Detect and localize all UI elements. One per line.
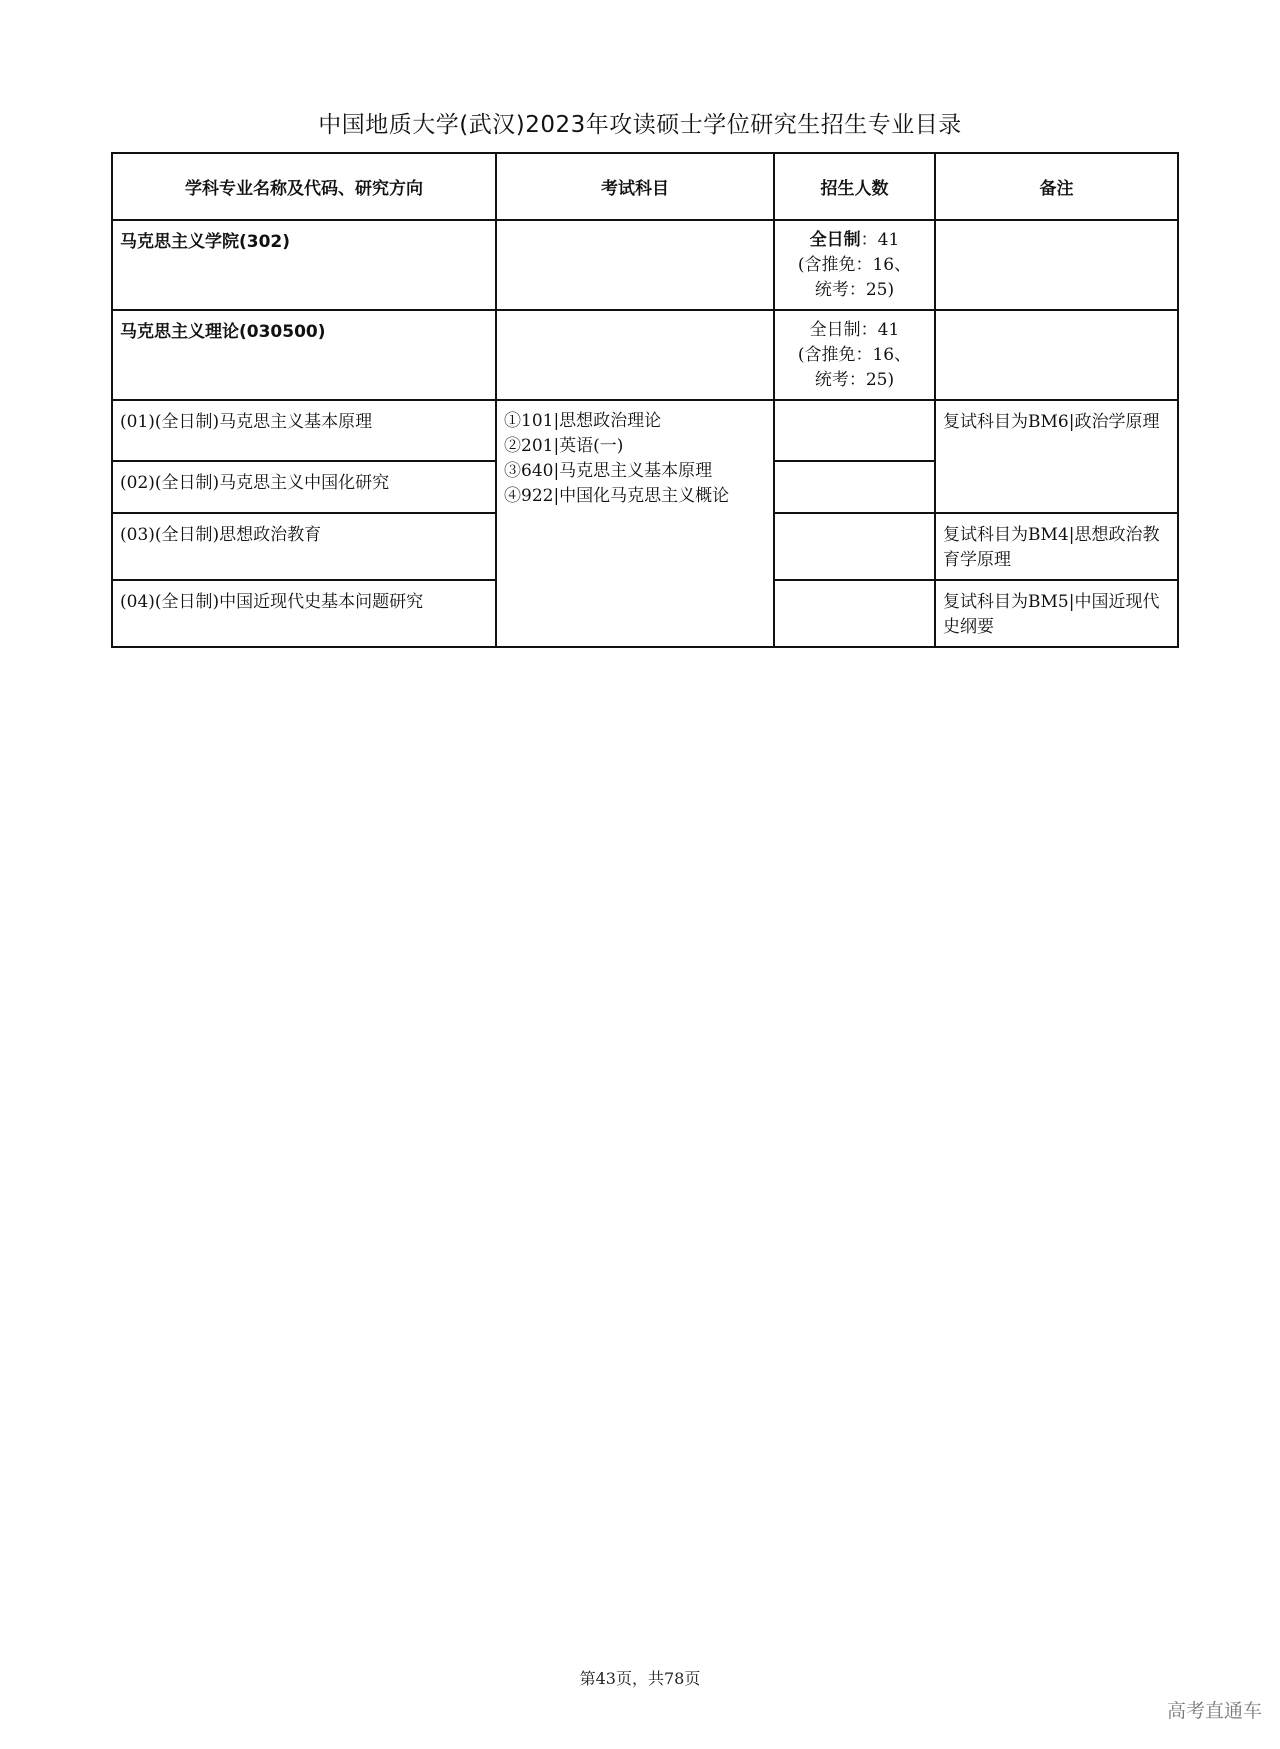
direction-name-04: (04)(全日制)中国近现代史基本问题研究: [120, 592, 424, 612]
direction-name-01: (01)(全日制)马克思主义基本原理: [120, 412, 373, 432]
catalog-table: [111, 152, 1179, 648]
school-quota-detail-1: (含推免：16、: [797, 255, 912, 275]
direction-quota-02: [774, 461, 935, 513]
remark-cell-04: [935, 580, 1178, 647]
school-quota-label: 全日制: [809, 230, 861, 250]
direction-quota-01: [774, 400, 935, 461]
remark-04: 复试科目为BM5|中国近现代史纲要: [943, 592, 1160, 637]
major-exam-cell: [496, 310, 774, 400]
major-remark-cell: [935, 310, 1178, 400]
header-row: [112, 153, 1178, 220]
major-quota-line-1: 全日制：41: [809, 320, 900, 340]
remark-cell-01-02: [935, 400, 1178, 513]
school-name-cell: [112, 220, 496, 310]
remark-03: 复试科目为BM4|思想政治教育学原理: [943, 525, 1160, 570]
remark-cell-03: [935, 513, 1178, 580]
direction-quota-03: [774, 513, 935, 580]
header-quota: 招生人数: [774, 153, 935, 220]
school-row: [112, 220, 1178, 310]
major-row: [112, 310, 1178, 400]
exam-subject-3: ③640|马克思主义基本原理: [504, 461, 713, 481]
major-name: 马克思主义理论(030500): [120, 322, 326, 342]
direction-cell-04: [112, 580, 496, 647]
direction-row-01: [112, 400, 1178, 461]
exam-subject-4: ④922|中国化马克思主义概论: [504, 486, 730, 506]
school-name: 马克思主义学院(302): [120, 232, 291, 252]
exam-subject-1: ①101|思想政治理论: [504, 411, 662, 431]
remark-01: 复试科目为BM6|政治学原理: [943, 412, 1160, 432]
header-major: 学科专业名称及代码、研究方向: [112, 153, 496, 220]
header-remark: 备注: [935, 153, 1178, 220]
direction-cell-01: [112, 400, 496, 461]
exam-subject-list: [497, 401, 773, 515]
school-quota-cell: [774, 220, 935, 310]
major-quota-line-3: 统考：25): [814, 370, 895, 390]
exam-subjects-cell: [496, 400, 774, 647]
direction-quota-04: [774, 580, 935, 647]
school-exam-cell: [496, 220, 774, 310]
exam-subject-2: ②201|英语(一): [504, 436, 624, 456]
direction-cell-02: [112, 461, 496, 513]
page-title: 中国地质大学(武汉)2023年攻读硕士学位研究生招生专业目录: [318, 112, 962, 138]
direction-name-03: (03)(全日制)思想政治教育: [120, 525, 322, 545]
direction-name-02: (02)(全日制)马克思主义中国化研究: [120, 473, 390, 493]
school-quota-value: ：41: [860, 230, 900, 250]
school-quota-detail-2: 统考：25): [814, 280, 895, 300]
direction-cell-03: [112, 513, 496, 580]
header-exam: 考试科目: [496, 153, 774, 220]
major-quota-cell: [774, 310, 935, 400]
school-remark-cell: [935, 220, 1178, 310]
page-footer: 第43页，共78页: [579, 1669, 701, 1688]
watermark-text: 高考直通车: [1166, 1700, 1262, 1722]
major-quota-line-2: (含推免：16、: [797, 345, 912, 365]
major-name-cell: [112, 310, 496, 400]
